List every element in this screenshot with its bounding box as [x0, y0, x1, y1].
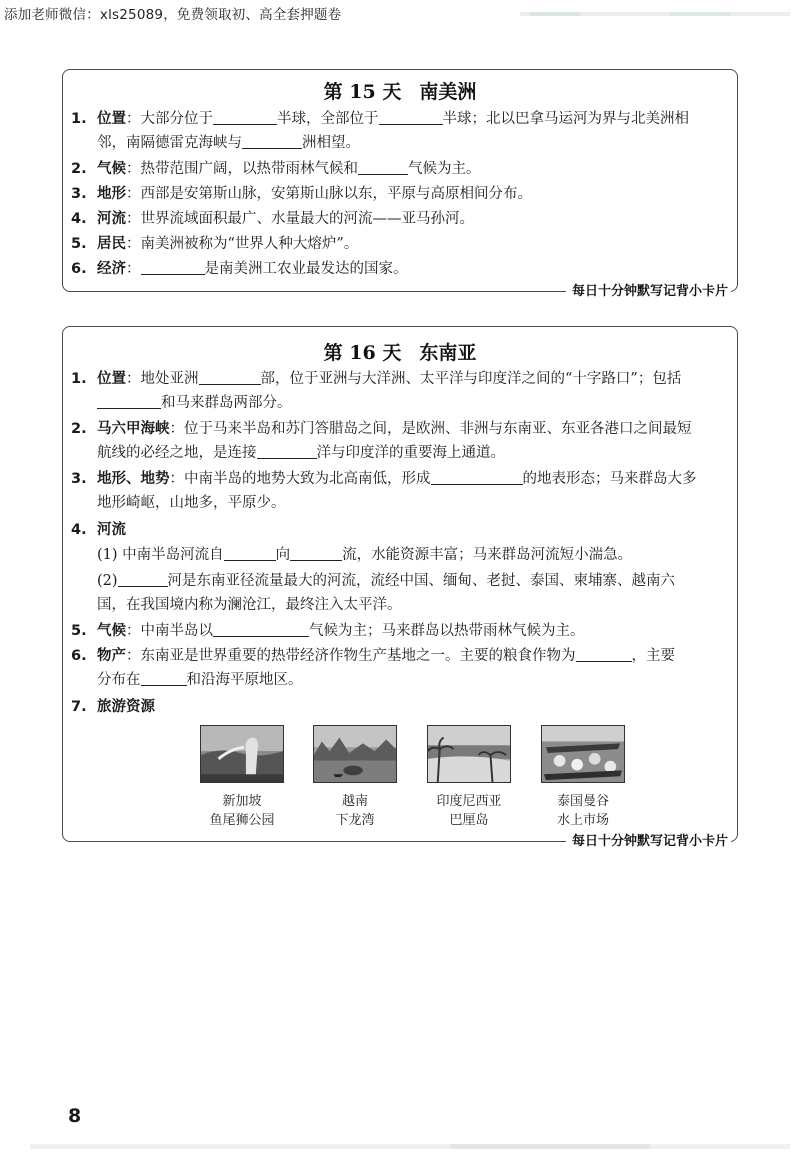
answer-blank[interactable]: [213, 622, 309, 637]
card-16-item-6-cont: 分布在 和沿海平原地区。: [97, 672, 303, 688]
card-16-item-4-sub-2: (2) 河是东南亚径流量最大的河流，流经中国、缅甸、老挝、泰国、柬埔寨、越南六: [97, 573, 676, 589]
card-15-item-3: 3. 地形：西部是安第斯山脉，安第斯山脉以东，平原与高原相间分布。: [71, 186, 532, 202]
card-16-footer: 每日十分钟默写记背小卡片: [566, 834, 731, 850]
card-15-item-6: 6. 经济： 是南美洲工农业最发达的国家。: [71, 261, 408, 277]
answer-blank[interactable]: [358, 160, 408, 175]
top-decorative-strip: [520, 10, 790, 18]
watermark-text: 添加老师微信：xls25089，免费领取初、高全套押题卷: [4, 7, 342, 23]
answer-blank[interactable]: [141, 671, 187, 686]
answer-blank[interactable]: [576, 647, 632, 662]
card-16-item-6: 6. 物产：东南亚是世界重要的热带经济作物生产基地之一。主要的粮食作物为 ，主要: [71, 648, 675, 664]
caption-bali-island: 印度尼西亚 巴厘岛: [436, 794, 502, 828]
caption-ha-long-bay: 越南 下龙湾: [335, 794, 375, 828]
card-16-item-3-cont: 地形崎岖，山地多，平原少。: [97, 495, 286, 511]
card-16-item-5: 5. 气候：中南半岛以 气候为主；马来群岛以热带雨林气候为主。: [71, 623, 585, 639]
answer-blank[interactable]: [97, 394, 161, 409]
answer-blank[interactable]: [257, 444, 317, 459]
card-16-item-1: 1. 位置：地处亚洲 部，位于亚洲与大洋洲、太平洋与印度洋之间的“十字路口”；包括: [71, 371, 682, 387]
answer-blank[interactable]: [242, 134, 302, 149]
answer-blank[interactable]: [199, 370, 261, 385]
card-16-item-4-sub-1: (1) 中南半岛河流自 向 流，水能资源丰富；马来群岛河流短小湍急。: [97, 547, 633, 563]
card-15-footer: 每日十分钟默写记背小卡片: [566, 284, 731, 300]
photo-merlion-park: [200, 725, 284, 783]
photo-floating-market: [541, 725, 625, 783]
card-15-item-2: 2. 气候：热带范围广阔，以热带雨林气候和 气候为主。: [71, 161, 481, 177]
answer-blank[interactable]: [141, 260, 205, 275]
answer-blank[interactable]: [213, 110, 277, 125]
bottom-decorative-strip: [30, 1140, 790, 1152]
card-day-16: [62, 326, 738, 849]
card-15-item-1-cont: 邻，南隔德雷克海峡与 洲相望。: [97, 135, 360, 151]
photo-bali-island: [427, 725, 511, 783]
caption-floating-market: 泰国曼谷 水上市场: [556, 794, 609, 828]
card-day-15: [62, 69, 738, 299]
card-16-item-4: 4. 河流: [71, 522, 126, 538]
answer-blank[interactable]: [431, 470, 523, 485]
card-16-item-2-cont: 航线的必经之地，是连接 洋与印度洋的重要海上通道。: [97, 445, 505, 461]
card-16-item-2: 2. 马六甲海峡：位于马来半岛和苏门答腊岛之间，是欧洲、非洲与东南亚、东亚各港口之间最短: [71, 421, 692, 437]
card-16-item-3: 3. 地形、地势：中南半岛的地势大致为北高南低，形成 的地表形态；马来群岛大多: [71, 471, 697, 487]
answer-blank[interactable]: [118, 572, 168, 587]
card-15-item-5: 5. 居民：南美洲被称为“世界人种大熔炉”。: [71, 236, 359, 252]
answer-blank[interactable]: [290, 546, 342, 561]
card-15-item-4: 4. 河流：世界流域面积最广、水量最大的河流——亚马孙河。: [71, 211, 474, 227]
card-16-item-7: 7. 旅游资源: [71, 699, 155, 715]
card-15-title: 第 15 天 南美洲: [323, 81, 477, 103]
photo-ha-long-bay: [313, 725, 397, 783]
card-16-item-4-sub-2-cont: 国，在我国境内称为澜沧江，最终注入太平洋。: [97, 597, 402, 613]
card-15-item-1: 1. 位置：大部分位于 半球，全部位于 半球；北以巴拿马运河为界与北美洲相: [71, 111, 689, 127]
card-16-item-1-cont: 和马来群岛两部分。: [71, 393, 733, 413]
page-number: 8: [68, 1105, 82, 1127]
answer-blank[interactable]: [379, 110, 443, 125]
answer-blank[interactable]: [224, 546, 276, 561]
card-16-title: 第 16 天 东南亚: [323, 342, 477, 364]
caption-merlion-park: 新加坡 鱼尾狮公园: [209, 794, 275, 828]
